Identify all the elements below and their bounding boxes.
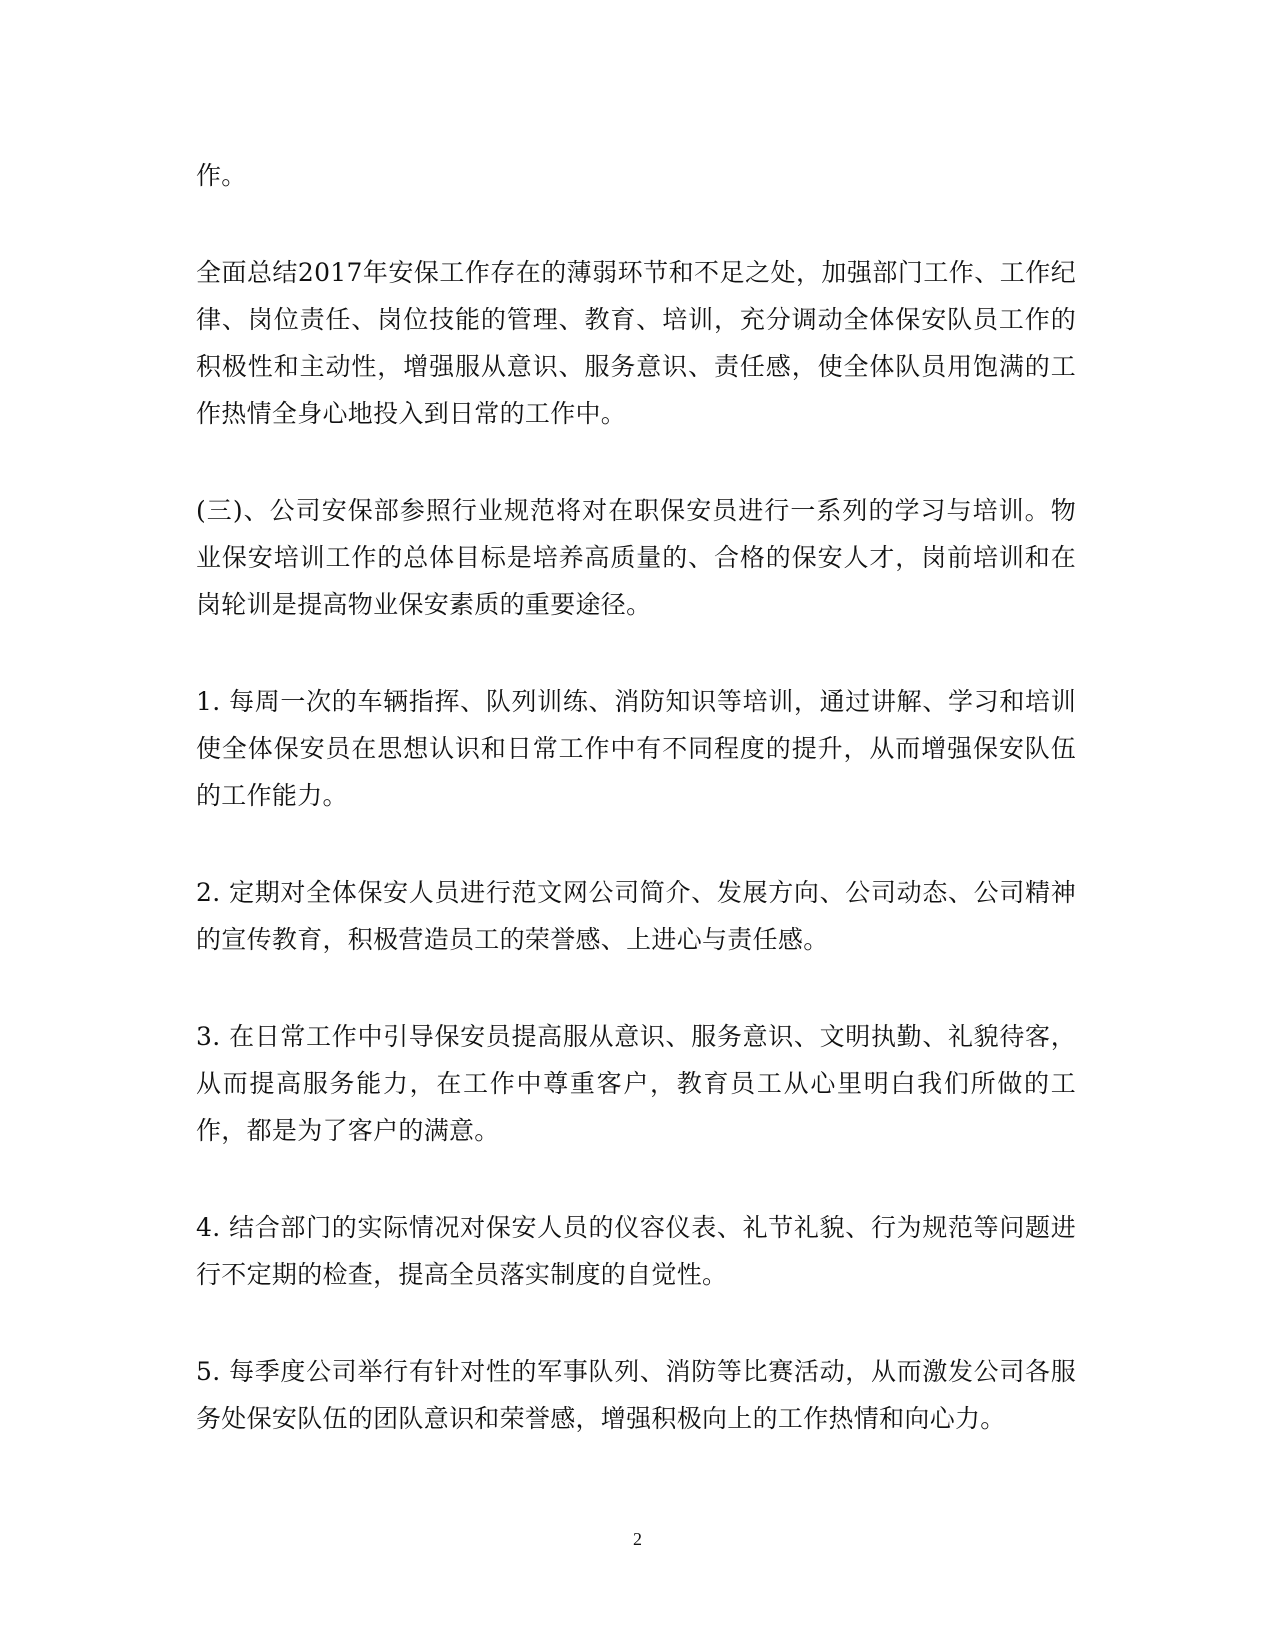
list-item-5: 5. 每季度公司举行有针对性的军事队列、消防等比赛活动，从而激发公司各服务处保安队伍的团队意识和荣誉感，增强积极向上的工作热情和向心力。	[196, 1357, 1076, 1433]
document-body	[196, 152, 1076, 1442]
paragraph-summary: 全面总结2017年安保工作存在的薄弱环节和不足之处，加强部门工作、工作纪律、岗位责任、岗位技能的管理、教育、培训，充分调动全体保安队员工作的积极性和主动性，增强服从意识、服务意识、责任感，使全体队员用饱满的工作热情全身心地投入到日常的工作中。	[196, 258, 1076, 428]
page-number: 2	[633, 1529, 642, 1549]
paragraph-continuation: 作。	[196, 161, 247, 190]
list-item-3: 3. 在日常工作中引导保安员提高服从意识、服务意识、文明执勤、礼貌待客，从而提高服务能力，在工作中尊重客户，教育员工从心里明白我们所做的工作，都是为了客户的满意。	[196, 1022, 1076, 1145]
list-item-4: 4. 结合部门的实际情况对保安人员的仪容仪表、礼节礼貌、行为规范等问题进行不定期的检查，提高全员落实制度的自觉性。	[196, 1213, 1076, 1289]
list-item-1: 1. 每周一次的车辆指挥、队列训练、消防知识等培训，通过讲解、学习和培训使全体保安员在思想认识和日常工作中有不同程度的提升，从而增强保安队伍的工作能力。	[196, 687, 1076, 810]
paragraph-section-three: (三)、公司安保部参照行业规范将对在职保安员进行一系列的学习与培训。物业保安培训工作的总体目标是培养高质量的、合格的保安人才，岗前培训和在岗轮训是提高物业保安素质的重要途径。	[196, 496, 1076, 619]
list-item-2: 2. 定期对全体保安人员进行范文网公司简介、发展方向、公司动态、公司精神的宣传教育，积极营造员工的荣誉感、上进心与责任感。	[196, 878, 1076, 954]
